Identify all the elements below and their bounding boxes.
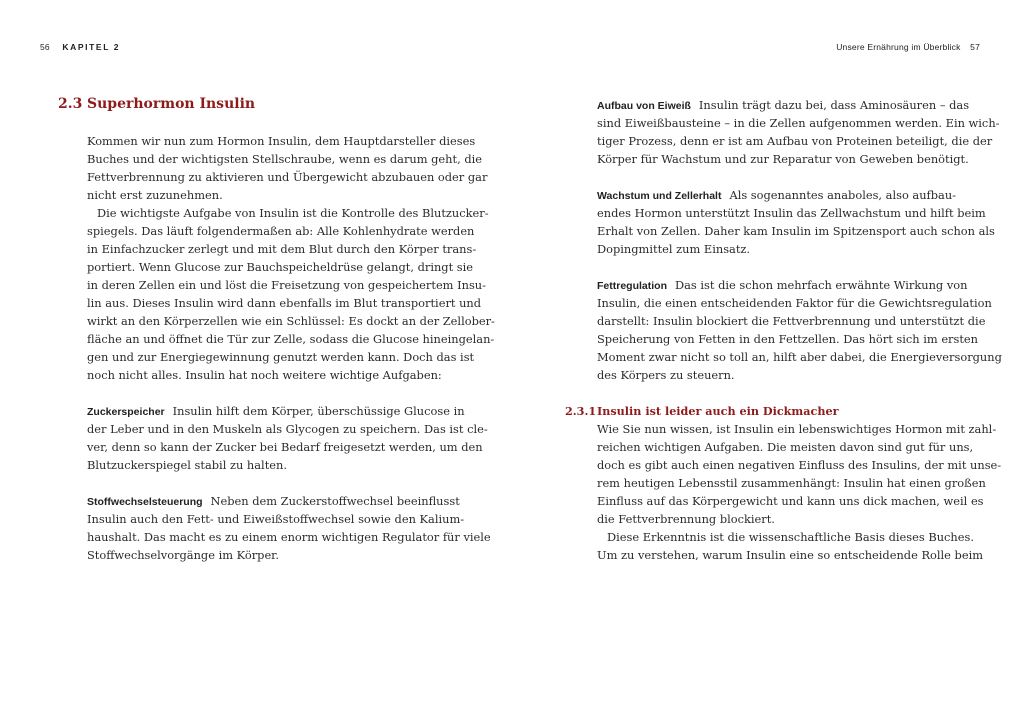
text-line: Aufbau von Eiweiß Insulin trägt dazu bei, dass Aminosäuren – das	[597, 98, 970, 112]
text-line: Buches und der wichtigsten Stellschraube, wenn es darum geht, die	[87, 152, 483, 166]
paragraph-fettregulation	[597, 276, 1002, 384]
subsection-number: 2.3.1	[565, 404, 597, 418]
running-header-right	[836, 42, 980, 52]
chapter-title: Unsere Ernährung im Überblick	[836, 42, 961, 52]
subsection-title: Insulin ist leider auch ein Dickmacher	[597, 404, 839, 418]
text-line: in deren Zellen ein und löst die Freisetzung von gespeichertem Insu-	[87, 278, 486, 292]
text-line: Insulin, die einen entscheidenden Faktor für die Gewichtsregulation	[597, 296, 992, 310]
text-line: endes Hormon unterstützt Insulin das Zellwachstum und hilft beim	[597, 206, 986, 220]
chapter-label: KAPITEL 2	[62, 42, 121, 52]
page-number-left: 56	[40, 42, 50, 52]
subsection-heading	[565, 402, 934, 420]
text-line: Moment zwar nicht so toll an, hilft aber dabei, die Energieversorgung	[597, 350, 1002, 364]
section-title: Superhormon Insulin	[87, 96, 256, 112]
text-line: rem heutigen Lebensstil zusammenhängt: Insulin hat einen großen	[597, 476, 986, 490]
text-line: Wachstum und Zellerhalt Als sogenanntes anaboles, also aufbau-	[597, 188, 957, 202]
text-line: ver, denn so kann der Zucker bei Bedarf freigesetzt werden, um den	[87, 440, 483, 454]
text-line: Dopingmittel zum Einsatz.	[597, 242, 751, 256]
text-line: Stoffwechselvorgänge im Körper.	[87, 548, 279, 562]
text-line: in Einfachzucker zerlegt und mit dem Blut durch den Körper trans-	[87, 242, 477, 256]
text-line: gen und zur Energiegewinnung genutzt werden kann. Doch das ist	[87, 350, 475, 364]
text-line: Stoffwechselsteuerung Neben dem Zuckerstoffwechsel beeinflusst	[87, 494, 460, 508]
paragraph-basis	[597, 528, 984, 564]
keyword-stoffwechselsteuerung: Stoffwechselsteuerung	[87, 496, 203, 508]
text-line: Zuckerspeicher Insulin hilft dem Körper, überschüssige Glucose in	[87, 404, 465, 418]
text-line: Erhalt von Zellen. Daher kam Insulin im Spitzensport auch schon als	[597, 224, 995, 238]
text-line: wirkt an den Körperzellen wie ein Schlüssel: Es dockt an der Zellober-	[87, 314, 495, 328]
keyword-fettregulation: Fettregulation	[597, 280, 667, 292]
text-line: Speicherung von Fetten in den Fettzellen. Das hört sich im ersten	[597, 332, 979, 346]
keyword-zuckerspeicher: Zuckerspeicher	[87, 406, 165, 418]
paragraph-wachstum	[597, 186, 995, 258]
keyword-wachstum: Wachstum und Zellerhalt	[597, 190, 722, 202]
text-line: Die wichtigste Aufgabe von Insulin ist die Kontrolle des Blutzucker-	[97, 206, 489, 220]
text-line: Wie Sie nun wissen, ist Insulin ein lebenswichtiges Hormon mit zahl-	[597, 422, 997, 436]
paragraph-eiweiss	[597, 96, 1000, 168]
text-line: sind Eiweißbausteine – in die Zellen aufgenommen werden. Ein wich-	[597, 116, 1000, 130]
text-line: Um zu verstehen, warum Insulin eine so entscheidende Rolle beim	[597, 548, 984, 562]
keyword-eiweiss: Aufbau von Eiweiß	[597, 100, 691, 112]
page-number-right: 57	[970, 42, 980, 52]
text-line: spiegels. Das läuft folgendermaßen ab: Alle Kohlenhydrate werden	[87, 224, 475, 238]
text-line: portiert. Wenn Glucose zur Bauchspeicheldrüse gelangt, dringt sie	[87, 260, 474, 274]
text-line: lin aus. Dieses Insulin wird dann ebenfalls im Blut transportiert und	[87, 296, 482, 310]
text-line: haushalt. Das macht es zu einem enorm wichtigen Regulator für viele	[87, 530, 491, 544]
text-line: Fettregulation Das ist die schon mehrfach erwähnte Wirkung von	[597, 278, 968, 292]
left-page-body	[87, 132, 495, 564]
text-line: doch es gibt auch einen negativen Einfluss des Insulins, der mit unse-	[597, 458, 1002, 472]
text-line: der Leber und in den Muskeln als Glycogen zu speichern. Das ist cle-	[87, 422, 488, 436]
text-line: reichen wichtigen Aufgaben. Die meisten davon sind gut für uns,	[597, 440, 974, 454]
text-line: darstellt: Insulin blockiert die Fettverbrennung und unterstützt die	[597, 314, 986, 328]
text-line: Blutzuckerspiegel stabil zu halten.	[87, 458, 287, 472]
paragraph-zuckerspeicher	[87, 402, 488, 474]
text-line: fläche an und öffnet die Tür zur Zelle, sodass die Glucose hineingelan-	[87, 332, 495, 346]
paragraph-blood-sugar	[87, 204, 495, 384]
running-header-left	[40, 42, 120, 52]
paragraph-intro	[87, 132, 488, 204]
text-line: Körper für Wachstum und zur Reparatur von Geweben benötigt.	[597, 152, 969, 166]
text-line: nicht erst zuzunehmen.	[87, 188, 223, 202]
text-line: noch nicht alles. Insulin hat noch weitere wichtige Aufgaben:	[87, 368, 442, 382]
section-heading	[58, 96, 255, 112]
text-line: Einfluss auf das Körpergewicht und kann uns dick machen, weil es	[597, 494, 984, 508]
text-line: die Fettverbrennung blockiert.	[597, 512, 775, 526]
paragraph-stoffwechsel	[87, 492, 491, 564]
text-line: tiger Prozess, denn er ist am Aufbau von Proteinen beteiligt, die der	[597, 134, 993, 148]
paragraph-dickmacher	[597, 420, 1002, 528]
text-line: des Körpers zu steuern.	[597, 368, 735, 382]
text-line: Fettverbrennung zu aktivieren und Übergewicht abzubauen oder gar	[87, 170, 488, 184]
section-number: 2.3	[58, 96, 83, 112]
right-page-body	[565, 96, 1002, 564]
text-line: Insulin auch den Fett- und Eiweißstoffwechsel sowie den Kalium-	[87, 512, 465, 526]
text-line: Diese Erkenntnis ist die wissenschaftliche Basis dieses Buches.	[607, 530, 974, 544]
text-line: Kommen wir nun zum Hormon Insulin, dem Hauptdarsteller dieses	[87, 134, 476, 148]
